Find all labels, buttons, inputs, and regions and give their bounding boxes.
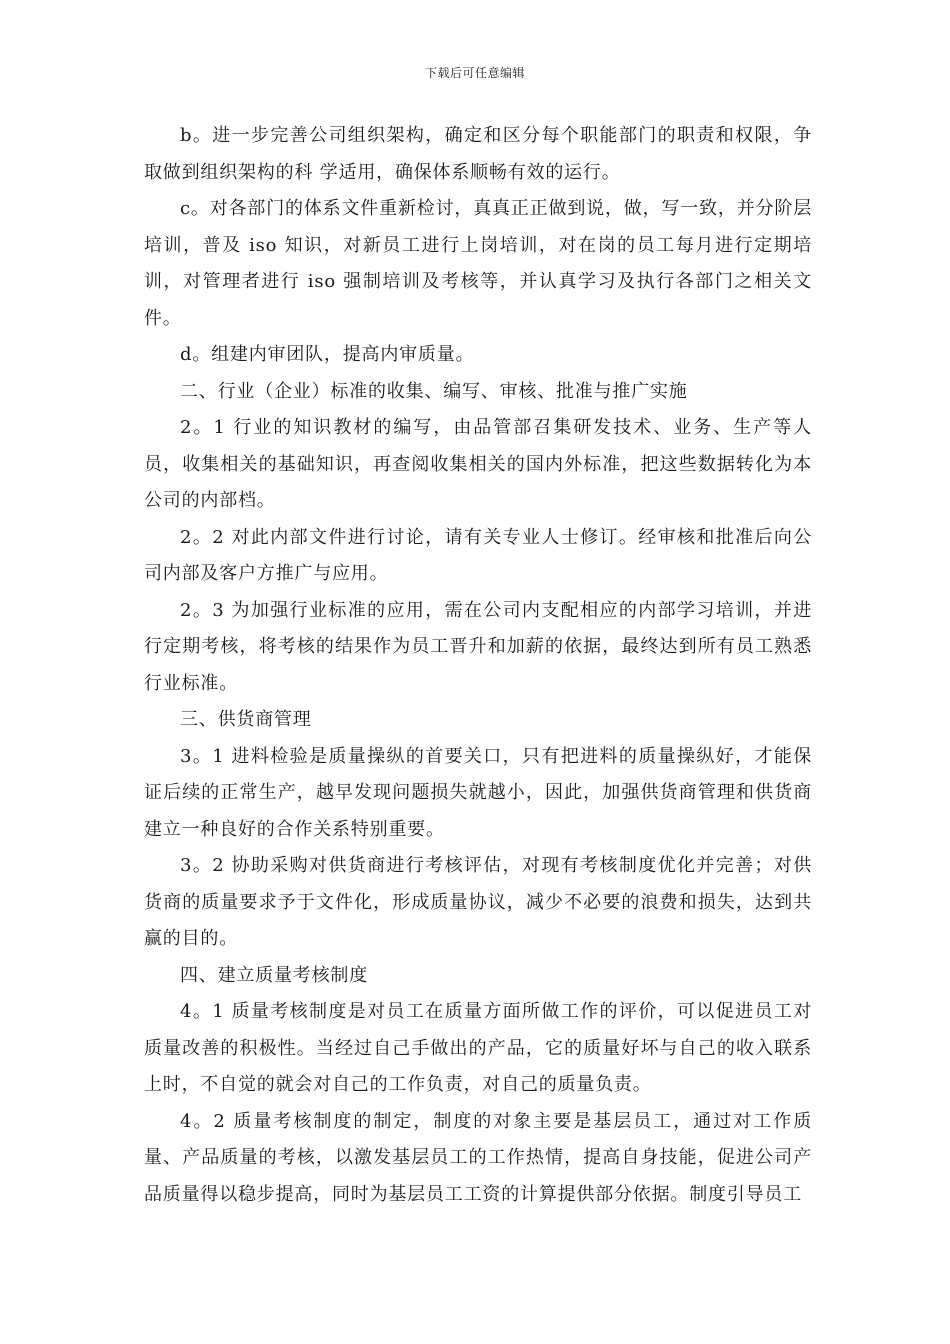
paragraph-4-2: 4。2 质量考核制度的制定，制度的对象主要是基层员工，通过对工作质量、产品质量的考核，以激发基层员工的工作热情，提高自身技能，促进公司产品质量得以稳步提高，同时为基层员工工资的计算提供部分依据。制度引导员工 — [144, 1110, 812, 1205]
paragraph-2-1: 2。1 行业的知识教材的编写，由品管部召集研发技术、业务、生产等人员，收集相关的基础知识，再查阅收集相关的国内外标准，把这些数据转化为本公司的内部档。 — [144, 417, 812, 511]
paragraph-2-3: 2。3 为加强行业标准的应用，需在公司内支配相应的内部学习培训，并进行定期考核，将考核的结果作为员工晋升和加薪的依据，最终达到所有员工熟悉行业标准。 — [144, 599, 812, 694]
paragraph-b: b。进一步完善公司组织架构，确定和区分每个职能部门的职责和权限，争取做到组织架构的科 学适用，确保体系顺畅有效的运行。 — [144, 125, 812, 183]
page-header: 下载后可任意编辑 — [424, 66, 525, 80]
document-body — [144, 118, 812, 1213]
paragraph-2-2: 2。2 对此内部文件进行讨论，请有关专业人士修订。经审核和批准后向公司内部及客户方推广与应用。 — [144, 526, 812, 584]
section-heading-2: 二、行业（企业）标准的收集、编写、审核、批准与推广实施 — [180, 380, 688, 402]
section-heading-4: 四、建立质量考核制度 — [180, 964, 368, 986]
paragraph-c: c。对各部门的体系文件重新检讨，真真正正做到说，做，写一致，并分阶层培训，普及 iso 知识，对新员工进行上岗培训，对在岗的员工每月进行定期培训，对管理者进行 iso 强制培训及考核等，并认真学习及执行各部门之相关文件。 — [144, 198, 812, 329]
section-heading-3: 三、供货商管理 — [180, 709, 312, 730]
paragraph-3-1: 3。1 进料检验是质量操纵的首要关口，只有把进料的质量操纵好，才能保证后续的正常生产，越早发现问题损失就越小，因此，加强供货商管理和供货商建立一种良好的合作关系特别重要。 — [144, 745, 812, 840]
paragraph-3-2: 3。2 协助采购对供货商进行考核评估，对现有考核制度优化并完善；对供货商的质量要求予于文件化，形成质量协议，减少不必要的浪费和损失，达到共赢的目的。 — [144, 855, 812, 949]
paragraph-d: d。组建内审团队，提高内审质量。 — [180, 344, 475, 365]
paragraph-4-1: 4。1 质量考核制度是对员工在质量方面所做工作的评价，可以促进员工对质量改善的积极性。当经过自己手做出的产品，它的质量好坏与自己的收入联系上时，不自觉的就会对自己的工作负责，对自己的质量负责。 — [144, 1001, 812, 1095]
